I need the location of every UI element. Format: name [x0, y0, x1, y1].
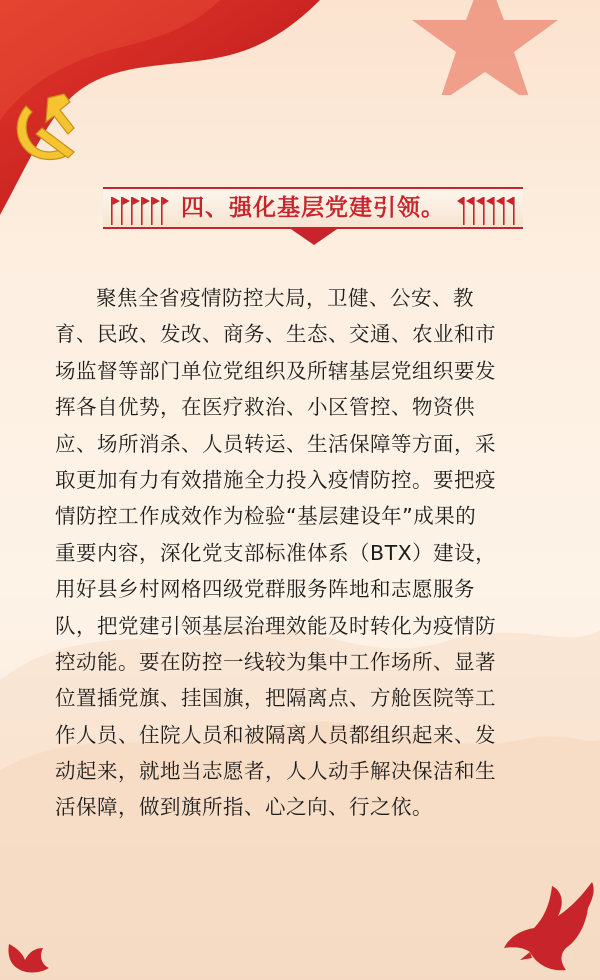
paragraph-line: 育、民政、发改、商务、生态、交通、农业和市	[55, 322, 496, 347]
paragraph-line: 取更加有力有效措施全力投入疫情防控。要把疫	[55, 467, 496, 492]
paragraph-line: 动起来，就地当志愿者，人人动手解决保洁和生	[55, 759, 496, 784]
paragraph-line: 挥各自优势，在医疗救治、小区管控、物资供	[55, 395, 475, 420]
section-heading: 四、强化基层党建引领。	[181, 195, 445, 221]
paragraph-line: 队，把党建引领基层治理效能及时转化为疫情防	[55, 613, 496, 638]
banner-pointer	[288, 227, 340, 245]
section-heading-banner	[103, 187, 523, 251]
party-emblem-icon	[8, 88, 96, 166]
dove-icon	[500, 878, 600, 975]
flags-decoration	[457, 193, 517, 225]
dove-icon	[5, 934, 55, 975]
paragraph-line: 场监督等部门单位党组织及所辖基层党组织要发	[55, 358, 496, 383]
paragraph-line: 位置插党旗、挂国旗，把隔离点、方舱医院等工	[55, 686, 496, 711]
paragraph-line: 应、场所消杀、人员转运、生活保障等方面，采	[55, 431, 496, 456]
body-paragraph	[55, 280, 565, 826]
paragraph-line: 聚焦全省疫情防控大局，卫健、公安、教	[96, 286, 474, 310]
paragraph-line: 作人员、住院人员和被隔离人员都组织起来、发	[55, 722, 496, 747]
paragraph-line: 活保障，做到旗所指、心之向、行之依。	[55, 795, 433, 820]
paragraph-line: 用好县乡村网格四级党群服务阵地和志愿服务	[55, 577, 475, 602]
paragraph-line: 控动能。要在防控一线较为集中工作场所、显著	[55, 649, 496, 674]
star-decoration	[400, 0, 570, 95]
paragraph-line: 重要内容，深化党支部标准体系（BTX）建设，	[55, 540, 497, 565]
flags-decoration	[109, 193, 169, 225]
paragraph-line: 情防控工作成效作为检验“基层建设年”成果的	[55, 504, 477, 529]
